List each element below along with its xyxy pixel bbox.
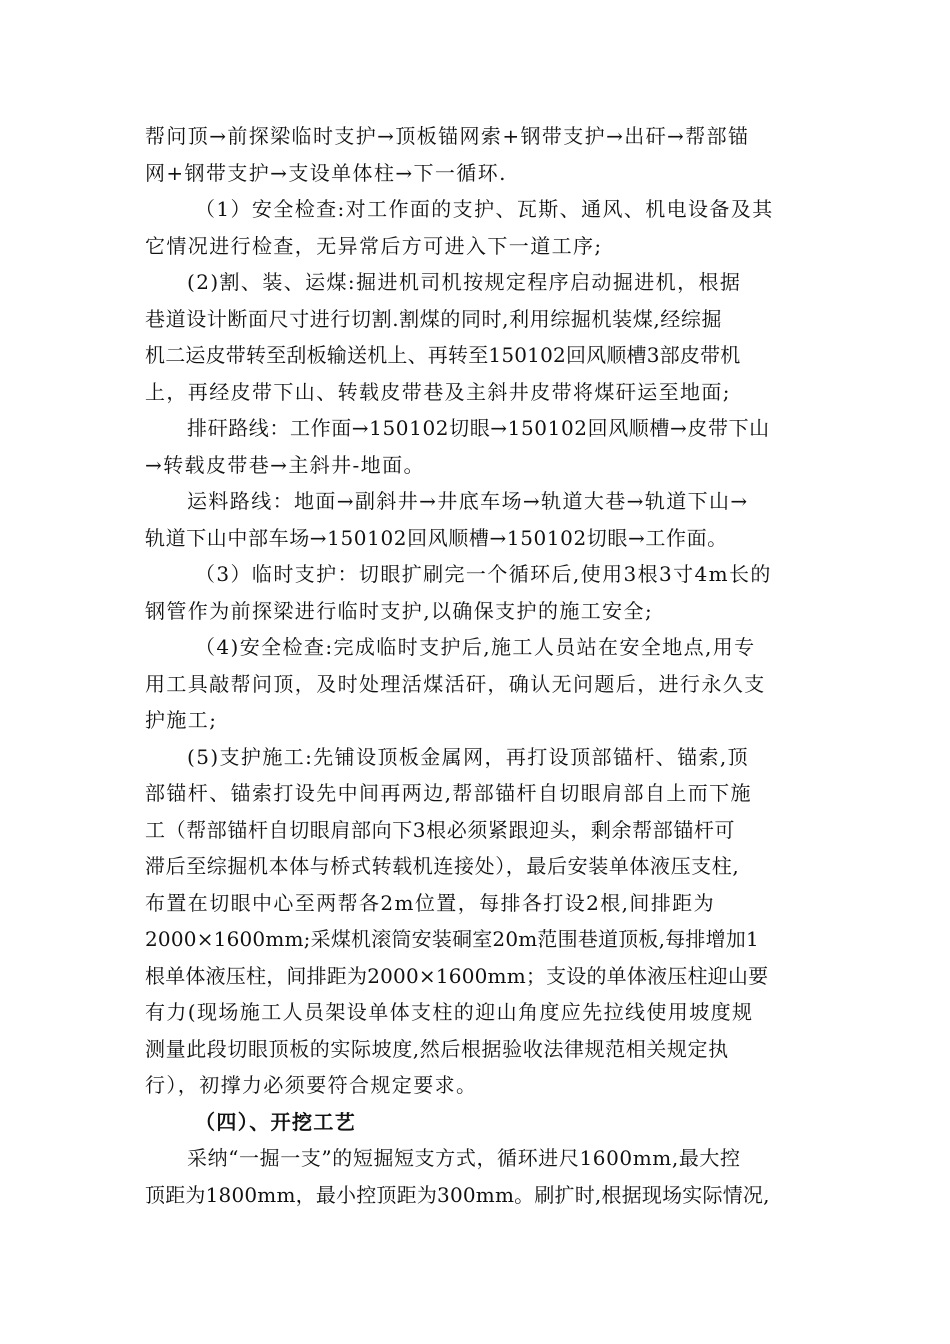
document-page (145, 118, 815, 1213)
paragraph-line: (5)支护施工:先铺设顶板金属网，再打设顶部锚杆、锚索,顶 (187, 744, 750, 769)
paragraph-line: 轨道下山中部车场→150102回风顺槽→150102切眼→工作面。 (145, 525, 728, 550)
paragraph-line: 钢管作为前探梁进行临时支护,以确保支护的施工安全; (145, 598, 654, 623)
paragraph-line: 运料路线：地面→副斜井→井底车场→轨道大巷→轨道下山→ (187, 489, 749, 513)
paragraph-line: （3）临时支护：切眼扩刷完一个循环后,使用3根3寸4m长的 (195, 562, 772, 586)
paragraph-line: 机二运皮带转至刮板输送机上、再转至150102回风顺槽3部皮带机 (145, 343, 741, 367)
paragraph-line: 测量此段切眼顶板的实际坡度,然后根据验收法律规范相关规定执 (145, 1036, 729, 1061)
paragraph-line: 布置在切眼中心至两帮各2m位置，每排各打设2根,间排距为 (145, 890, 715, 915)
paragraph-line: 上，再经皮带下山、转载皮带巷及主斜井皮带将煤矸运至地面; (145, 379, 731, 404)
paragraph-line: 帮问顶→前探梁临时支护→顶板锚网索+钢带支护→出矸→帮部锚 (145, 124, 750, 148)
paragraph-line: 2000×1600mm;采煤机滚筒安装硐室20m范围巷道顶板,每排增加1 (145, 927, 759, 951)
paragraph-line: 排矸路线：工作面→150102切眼→150102回风顺槽→皮带下山 (187, 416, 770, 440)
paragraph-line: 部锚杆、锚索打设先中间再两边,帮部锚杆自切眼肩部自上而下施 (145, 781, 752, 805)
paragraph-line: 巷道设计断面尺寸进行切割.割煤的同时,利用综掘机装煤,经综掘 (145, 306, 723, 331)
paragraph-line: （1）安全检查:对工作面的支护、瓦斯、通风、机电设备及其 (195, 197, 774, 221)
paragraph-line: 有力(现场施工人员架设单体支柱的迎山角度应先拉线使用坡度规 (145, 1000, 754, 1024)
paragraph-line: 工（帮部锚杆自切眼肩部向下3根必须紧跟迎头，剩余帮部锚杆可 (145, 817, 736, 842)
paragraph-line: 滞后至综掘机本体与桥式转载机连接处），最后安装单体液压支柱, (145, 854, 740, 878)
paragraph-line: (2)割、装、运煤:掘进机司机按规定程序启动掘进机，根据 (187, 270, 742, 294)
paragraph-line: 顶距为1800mm，最小控顶距为300mm。刷扩时,根据现场实际情况, (145, 1182, 770, 1207)
paragraph-line: 用工具敲帮问顶，及时处理活煤活矸，确认无问题后，进行永久支 (145, 671, 766, 696)
paragraph-line: 网+钢带支护→支设单体柱→下一循环. (145, 160, 507, 185)
paragraph-line: 行），初撑力必须要符合规定要求。 (145, 1073, 478, 1097)
paragraph-line: 根单体液压柱，间排距为2000×1600mm；支设的单体液压柱迎山要 (145, 963, 769, 988)
paragraph-line: 护施工; (145, 708, 218, 732)
paragraph-line: 采纳“一掘一支”的短掘短支方式，循环进尺1600mm,最大控 (187, 1146, 741, 1170)
section-heading: （四）、开挖工艺 (195, 1109, 357, 1134)
paragraph-line: （4)安全检查:完成临时支护后,施工人员站在安全地点,用专 (195, 635, 756, 659)
paragraph-line: →转载皮带巷→主斜井-地面。 (145, 452, 425, 477)
paragraph-line: 它情况进行检查，无异常后方可进入下一道工序; (145, 233, 603, 258)
